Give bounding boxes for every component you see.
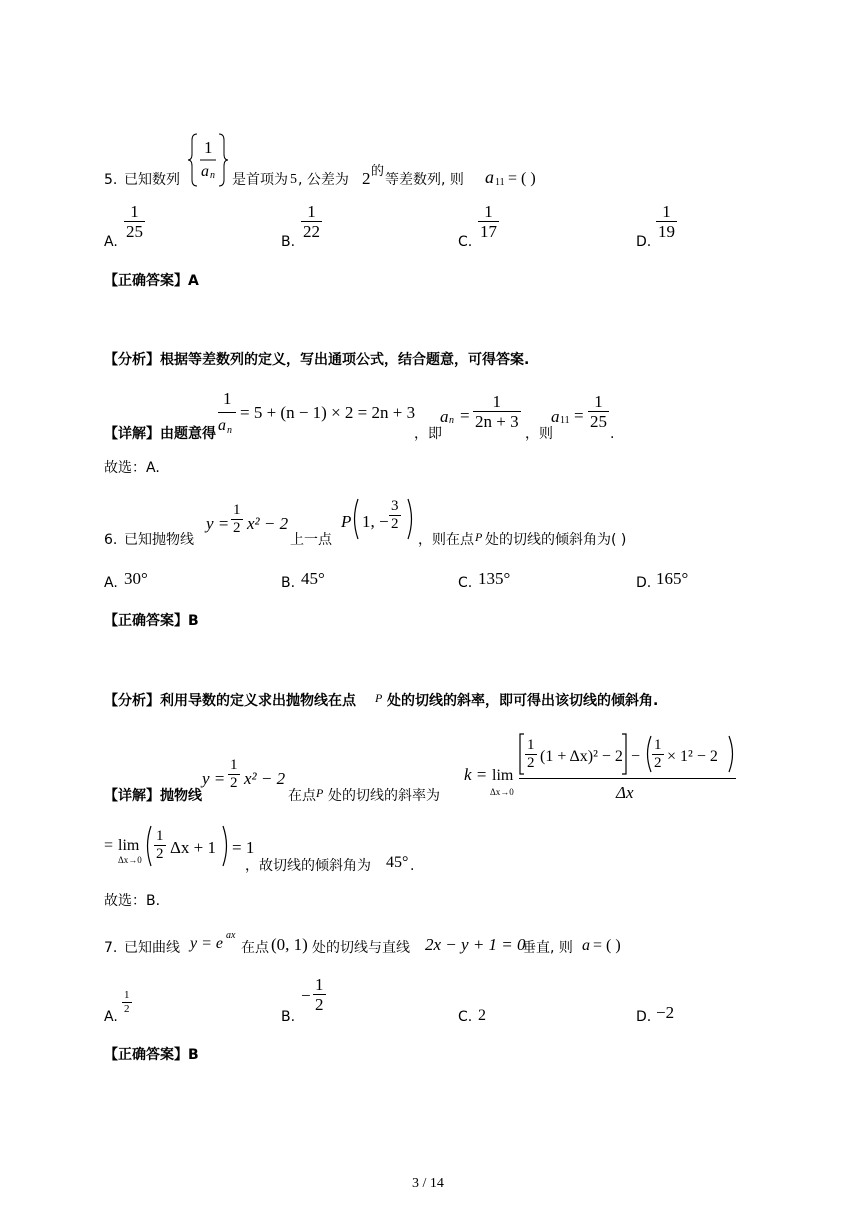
option-num: 1: [662, 202, 671, 221]
equals-sign: =: [104, 837, 114, 854]
option-den: 2: [315, 994, 324, 1014]
eq3-lhs-sub: 11: [560, 415, 570, 426]
option-value: 165°: [656, 569, 689, 588]
option-value: −2: [656, 1003, 675, 1022]
k-half-a: [525, 738, 537, 772]
point-ref: P: [475, 530, 483, 544]
detail-label: 【详解】由题意得: [104, 426, 216, 442]
point-ref: P: [375, 691, 383, 705]
option-label: B.: [281, 234, 296, 250]
option-fraction: [301, 203, 322, 241]
eq-num: 1: [654, 737, 662, 753]
eq-num: 1: [156, 828, 164, 844]
option-num: 1: [307, 202, 316, 221]
option-label: D.: [636, 575, 652, 591]
option-label: C.: [458, 1009, 473, 1025]
option-fraction: [478, 203, 499, 241]
eq-den: 2: [230, 774, 238, 791]
option-label: A.: [104, 575, 118, 591]
q5-set-den-sub: n: [210, 170, 215, 181]
detail-mid: 在点: [288, 788, 316, 804]
q5-set-den: a: [201, 163, 209, 180]
q6-number: 6.: [104, 532, 118, 548]
q6-text-c: ，则在点: [418, 532, 474, 548]
q7-text-c: 处的切线与直线: [312, 940, 410, 956]
q5-analysis: 【分析】根据等差数列的定义，写出通项公式，结合题意，可得答案.: [104, 352, 530, 368]
k-half-b: [652, 738, 664, 772]
eq-num: 1: [594, 392, 603, 411]
option-label: C.: [458, 575, 473, 591]
option-value: 2: [478, 1007, 486, 1024]
eq-den-sub: n: [227, 425, 232, 436]
k-lhs: k =: [464, 765, 488, 784]
parabola-fraction: [231, 503, 243, 537]
line2-half: [154, 829, 166, 863]
parabola-fraction: [228, 758, 240, 792]
option-num: 1: [315, 975, 324, 994]
eq-den: 2: [156, 845, 164, 862]
parabola-lhs: y =: [206, 514, 230, 533]
eq-den: 25: [590, 411, 607, 431]
fraction-bar: [218, 412, 236, 413]
eq2-lhs: a: [440, 407, 449, 426]
detail-mid: 处的切线的斜率为: [328, 788, 440, 804]
q5-diff: 2: [362, 169, 371, 188]
parabola-rhs: x² − 2: [244, 769, 286, 788]
q5-choice: 故选：A.: [104, 460, 160, 476]
q5-options: [104, 202, 704, 250]
parabola-rhs: x² − 2: [247, 514, 289, 533]
q5-text-e: 等差数列, 则: [385, 172, 464, 188]
line2-rhs: = 1: [232, 838, 255, 857]
option-label: B.: [281, 575, 296, 591]
point-ref: P: [316, 786, 324, 800]
eq-den: 2: [527, 754, 535, 771]
k-num-a: (1 + Δx)² − 2: [540, 748, 623, 765]
eq-num: 1: [223, 389, 232, 408]
option-value: 30°: [124, 569, 148, 588]
option-den: 22: [303, 221, 320, 241]
lim-sub: Δx→0: [490, 787, 514, 797]
q7-point: (0, 1): [271, 935, 308, 954]
q6-detail: [104, 730, 744, 804]
option-label: A.: [104, 1009, 118, 1025]
option-value: 45°: [301, 569, 325, 588]
q7-text-b: 在点: [241, 940, 269, 956]
eq-den: 2: [391, 515, 399, 532]
eq-den: 2: [654, 754, 662, 771]
k-fraction-bar: [519, 778, 736, 779]
detail-sep: ，即: [414, 426, 442, 442]
option-fraction: [313, 976, 326, 1014]
lim: lim: [492, 767, 514, 784]
q6-detail-line2: [104, 824, 504, 874]
lim-sub: Δx→0: [118, 855, 142, 865]
line2-inner: Δx + 1: [170, 838, 217, 857]
q5-answer: 【正确答案】A: [104, 273, 199, 289]
parabola-lhs: y =: [202, 769, 226, 788]
q7-var: a: [582, 937, 590, 954]
point-name: P: [341, 512, 352, 531]
eq2-fraction: [473, 393, 521, 431]
detail-end: .: [610, 426, 615, 442]
lim: lim: [118, 837, 140, 854]
q6-stem: [104, 497, 704, 547]
q7-eq-paren: = ( ): [593, 937, 621, 954]
option-num: 1: [130, 202, 139, 221]
eq-num: 3: [391, 498, 399, 514]
option-label: B.: [281, 1009, 296, 1025]
eq-den: 2: [233, 519, 241, 536]
option-fraction: [124, 203, 145, 241]
q7-options: [104, 976, 704, 1024]
q6-analysis: [104, 691, 704, 710]
option-label: C.: [458, 234, 473, 250]
option-label: A.: [104, 234, 118, 250]
eq2-lhs-sub: n: [449, 415, 454, 426]
point-x: 1, −: [362, 512, 389, 531]
q7-line: 2x − y + 1 = 0: [425, 935, 526, 954]
q5-text-d: 的: [371, 164, 385, 179]
option-fraction: [122, 990, 132, 1015]
detail-sep: ，则: [525, 426, 553, 442]
q5-detail: [104, 386, 664, 442]
option-label: D.: [636, 234, 652, 250]
q5-eq-paren: = ( ): [508, 170, 536, 187]
q5-set-num: 1: [204, 138, 213, 157]
option-label: D.: [636, 1009, 652, 1025]
equals-sign: =: [460, 406, 470, 425]
eq-den: a: [218, 417, 226, 434]
q7-text-d: 垂直, 则: [522, 940, 573, 956]
q5-text: 已知数列: [124, 172, 180, 188]
page-number: 3 / 14: [412, 1176, 444, 1191]
option-num: 1: [484, 202, 493, 221]
option-fraction: [656, 203, 677, 241]
line2-end: .: [410, 858, 415, 874]
q7-number: 7.: [104, 940, 118, 956]
q7-stem: [104, 931, 704, 957]
option-den: 25: [126, 221, 143, 241]
q6-text-b: 上一点: [290, 532, 332, 548]
eq-den: 2n + 3: [475, 411, 519, 431]
option-den: 17: [480, 221, 497, 241]
eq3-fraction: [588, 393, 609, 431]
option-den: 19: [658, 221, 675, 241]
option-neg: −: [301, 986, 311, 1005]
q5-first-term: 5: [290, 172, 297, 187]
q5-target: a: [485, 167, 494, 187]
eq-num: 1: [233, 502, 241, 518]
option-value: 135°: [478, 569, 511, 588]
q5-target-sub: 11: [495, 177, 505, 188]
option-num: 1: [124, 989, 130, 1001]
line2-tail: ，故切线的倾斜角为: [245, 858, 371, 874]
q6-answer: 【正确答案】B: [104, 613, 199, 629]
curve: y = e: [190, 935, 223, 952]
q5-number: 5.: [104, 172, 118, 188]
eq1-rhs: = 5 + (n − 1) × 2 = 2n + 3: [240, 403, 416, 422]
option-den: 2: [124, 1002, 130, 1015]
q6-text-d: 处的切线的倾斜角为( ): [485, 532, 627, 548]
eq-num: 1: [527, 737, 535, 753]
equals-sign: =: [574, 406, 584, 425]
k-den: Δx: [616, 783, 634, 802]
q6-text: 已知抛物线: [124, 532, 194, 548]
q6-choice: 故选：B.: [104, 893, 161, 909]
detail-label: 【详解】抛物线: [104, 788, 202, 804]
analysis-text: 处的切线的斜率，即可得出该切线的倾斜角.: [387, 693, 659, 709]
k-num-b: × 1² − 2: [667, 748, 718, 765]
q6-options: [104, 570, 704, 594]
q5-text-c: , 公差为: [298, 172, 349, 188]
q7-text: 已知曲线: [124, 940, 180, 956]
line2-angle: 45°: [386, 854, 409, 871]
eq-num: 1: [492, 392, 502, 411]
q5-text-b: 是首项为: [232, 172, 288, 188]
curve-exp: ax: [226, 930, 236, 941]
minus-sign: −: [631, 748, 641, 765]
point-fraction: [389, 499, 401, 533]
eq3-lhs: a: [551, 407, 560, 426]
q7-answer: 【正确答案】B: [104, 1047, 199, 1063]
eq-num: 1: [230, 757, 238, 773]
analysis-text: 【分析】利用导数的定义求出抛物线在点: [104, 693, 356, 709]
